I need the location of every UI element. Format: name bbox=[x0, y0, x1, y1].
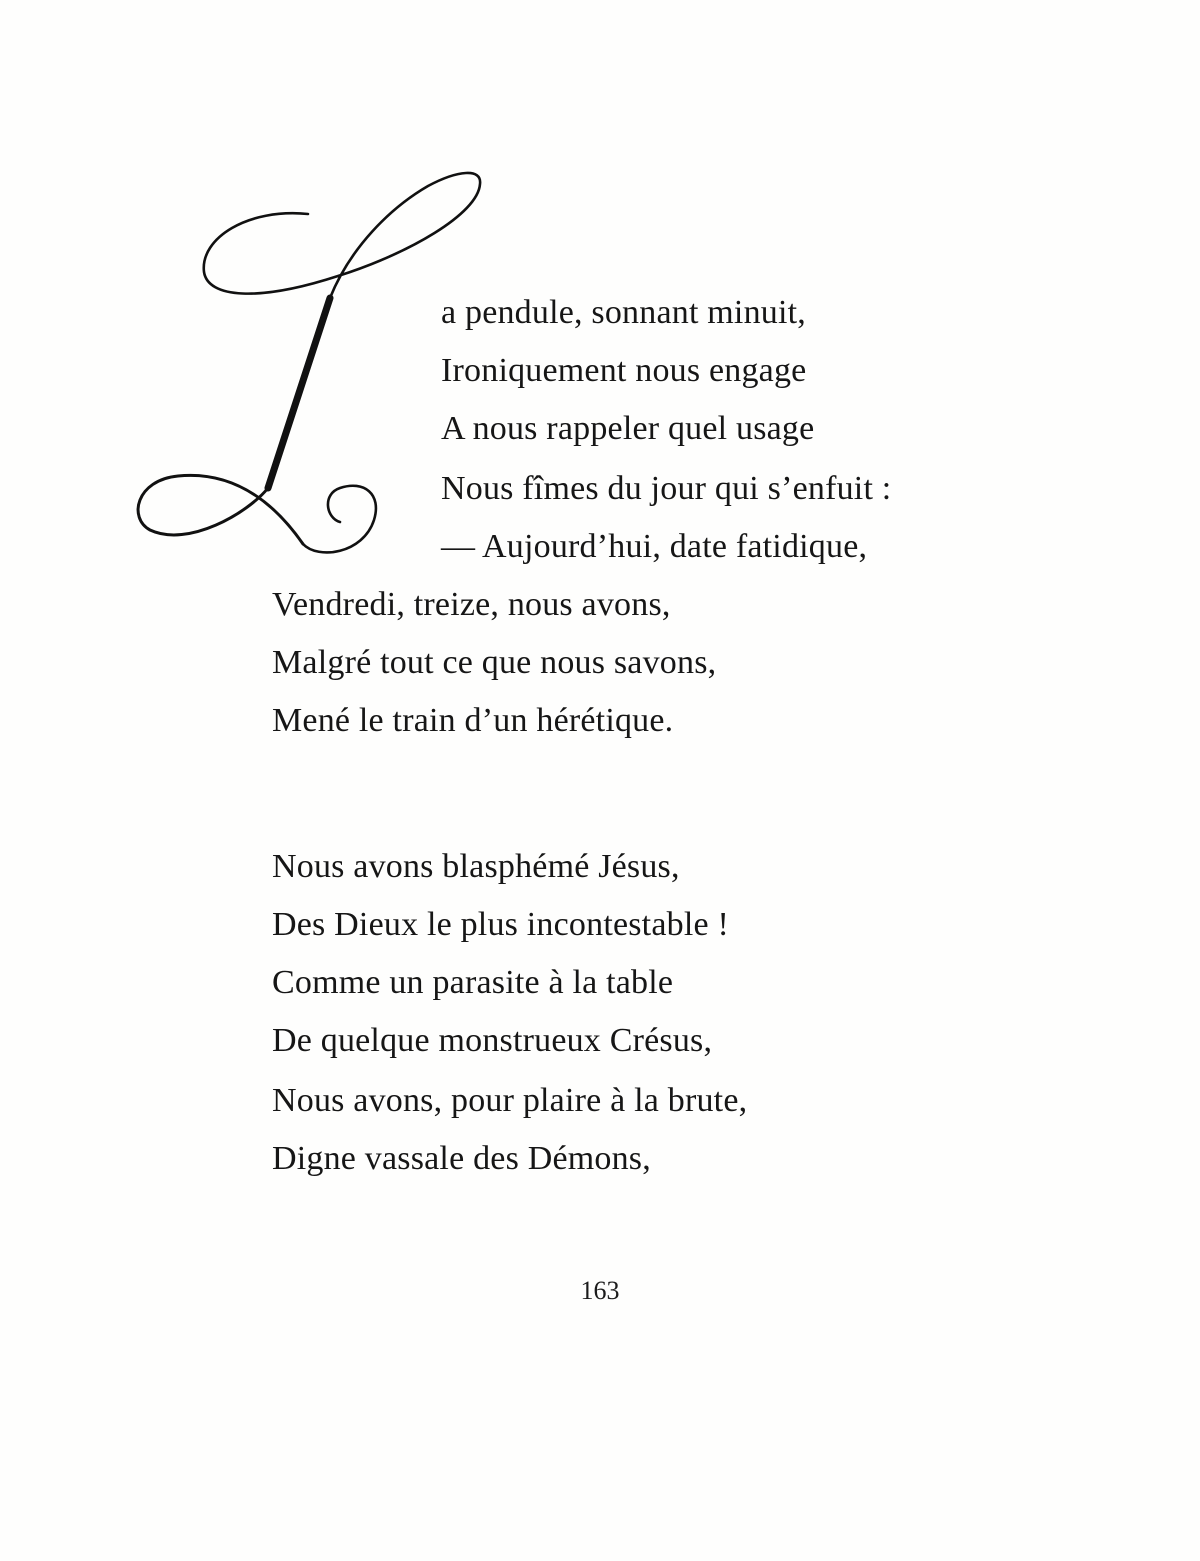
page-number: 163 bbox=[580, 1276, 620, 1305]
poem-line: Digne vassale des Démons, bbox=[272, 1140, 651, 1177]
poem-line: Ironiquement nous engage bbox=[441, 352, 807, 389]
drop-cap-l-ornament bbox=[128, 168, 488, 558]
poem-line: Mené le train d’un hérétique. bbox=[272, 702, 674, 739]
poem-line: Vendredi, treize, nous avons, bbox=[272, 586, 671, 623]
poem-line: De quelque monstrueux Crésus, bbox=[272, 1022, 713, 1059]
poem-line: Nous avons, pour plaire à la brute, bbox=[272, 1082, 748, 1119]
poem-line: Malgré tout ce que nous savons, bbox=[272, 644, 717, 681]
poem-line: Des Dieux le plus incontestable ! bbox=[272, 906, 729, 943]
poem-line: — Aujourd’hui, date fatidique, bbox=[441, 528, 868, 565]
poem-line: Comme un parasite à la table bbox=[272, 964, 674, 1001]
poem-line: A nous rappeler quel usage bbox=[441, 410, 815, 447]
poem-line: Nous avons blasphémé Jésus, bbox=[272, 848, 680, 885]
poem-line: Nous fîmes du jour qui s’enfuit : bbox=[441, 470, 892, 507]
poem-line: a pendule, sonnant minuit, bbox=[441, 294, 806, 331]
